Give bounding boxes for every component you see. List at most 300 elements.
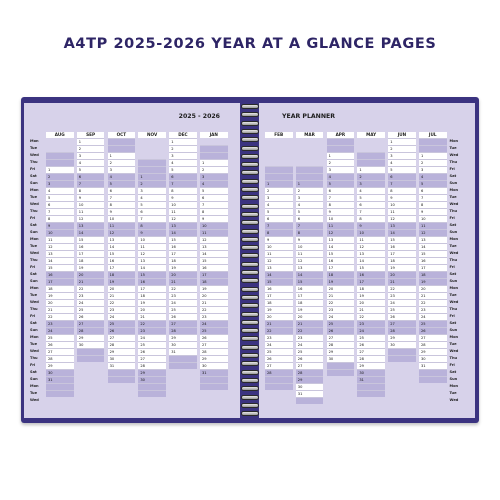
day-cell[interactable]	[327, 397, 355, 404]
day-cell[interactable]: 16	[327, 257, 355, 264]
day-cell[interactable]: 21	[77, 278, 105, 285]
day-cell[interactable]: 12	[200, 236, 228, 243]
day-cell[interactable]: 23	[46, 320, 74, 327]
day-cell[interactable]: 9	[138, 229, 166, 236]
day-cell[interactable]	[388, 362, 416, 369]
day-cell[interactable]: 7	[388, 180, 416, 187]
day-cell[interactable]: 4	[296, 201, 324, 208]
day-cell[interactable]	[46, 390, 74, 397]
day-cell[interactable]: 25	[327, 320, 355, 327]
day-cell[interactable]: 27	[138, 355, 166, 362]
day-cell[interactable]: 12	[296, 257, 324, 264]
day-cell[interactable]: 9	[419, 208, 447, 215]
day-cell[interactable]: 29	[138, 369, 166, 376]
day-cell[interactable]: 3	[357, 180, 385, 187]
day-cell[interactable]: 11	[108, 222, 136, 229]
day-cell[interactable]: 2	[200, 166, 228, 173]
day-cell[interactable]	[169, 362, 197, 369]
day-cell[interactable]: 30	[419, 355, 447, 362]
day-cell[interactable]	[419, 145, 447, 152]
day-cell[interactable]: 14	[169, 229, 197, 236]
day-cell[interactable]: 18	[388, 257, 416, 264]
day-cell[interactable]	[138, 383, 166, 390]
day-cell[interactable]: 6	[388, 173, 416, 180]
day-cell[interactable]: 31	[419, 362, 447, 369]
day-cell[interactable]: 15	[357, 264, 385, 271]
day-cell[interactable]: 3	[46, 180, 74, 187]
day-cell[interactable]: 8	[419, 201, 447, 208]
day-cell[interactable]	[265, 145, 293, 152]
day-cell[interactable]: 19	[138, 299, 166, 306]
day-cell[interactable]	[388, 348, 416, 355]
day-cell[interactable]: 8	[388, 187, 416, 194]
day-cell[interactable]: 4	[200, 180, 228, 187]
day-cell[interactable]: 19	[77, 264, 105, 271]
day-cell[interactable]: 19	[169, 264, 197, 271]
day-cell[interactable]: 29	[419, 348, 447, 355]
day-cell[interactable]	[265, 397, 293, 404]
day-cell[interactable]: 1	[77, 138, 105, 145]
day-cell[interactable]: 20	[388, 271, 416, 278]
day-cell[interactable]: 12	[357, 243, 385, 250]
day-cell[interactable]	[419, 390, 447, 397]
day-cell[interactable]: 22	[138, 320, 166, 327]
day-cell[interactable]: 9	[108, 208, 136, 215]
day-cell[interactable]: 29	[169, 334, 197, 341]
day-cell[interactable]: 27	[200, 341, 228, 348]
day-cell[interactable]	[108, 397, 136, 404]
day-cell[interactable]: 14	[296, 271, 324, 278]
day-cell[interactable]: 14	[388, 229, 416, 236]
day-cell[interactable]	[169, 383, 197, 390]
day-cell[interactable]: 20	[296, 313, 324, 320]
day-cell[interactable]: 10	[138, 236, 166, 243]
day-cell[interactable]: 31	[357, 376, 385, 383]
day-cell[interactable]: 16	[296, 285, 324, 292]
day-cell[interactable]: 15	[200, 257, 228, 264]
day-cell[interactable]: 3	[138, 187, 166, 194]
day-cell[interactable]: 13	[46, 250, 74, 257]
day-cell[interactable]: 21	[296, 320, 324, 327]
day-cell[interactable]: 18	[138, 292, 166, 299]
day-cell[interactable]: 31	[200, 369, 228, 376]
day-cell[interactable]: 27	[419, 334, 447, 341]
day-cell[interactable]: 5	[357, 194, 385, 201]
day-cell[interactable]: 18	[265, 299, 293, 306]
day-cell[interactable]: 28	[108, 341, 136, 348]
day-cell[interactable]	[138, 145, 166, 152]
day-cell[interactable]: 2	[296, 187, 324, 194]
day-cell[interactable]: 17	[265, 292, 293, 299]
day-cell[interactable]: 10	[296, 243, 324, 250]
day-cell[interactable]: 29	[388, 334, 416, 341]
day-cell[interactable]: 4	[327, 173, 355, 180]
day-cell[interactable]: 22	[108, 299, 136, 306]
day-cell[interactable]: 17	[419, 264, 447, 271]
day-cell[interactable]: 23	[138, 327, 166, 334]
day-cell[interactable]: 3	[388, 152, 416, 159]
day-cell[interactable]: 18	[77, 257, 105, 264]
day-cell[interactable]: 9	[327, 208, 355, 215]
day-cell[interactable]: 7	[419, 194, 447, 201]
day-cell[interactable]: 4	[46, 187, 74, 194]
day-cell[interactable]	[327, 145, 355, 152]
day-cell[interactable]: 20	[357, 299, 385, 306]
day-cell[interactable]: 26	[357, 341, 385, 348]
day-cell[interactable]: 10	[419, 215, 447, 222]
day-cell[interactable]: 23	[265, 334, 293, 341]
day-cell[interactable]: 1	[169, 138, 197, 145]
day-cell[interactable]: 27	[108, 334, 136, 341]
day-cell[interactable]: 24	[357, 327, 385, 334]
day-cell[interactable]: 25	[200, 327, 228, 334]
day-cell[interactable]: 20	[200, 292, 228, 299]
day-cell[interactable]: 8	[296, 229, 324, 236]
day-cell[interactable]: 26	[108, 327, 136, 334]
day-cell[interactable]: 5	[108, 180, 136, 187]
day-cell[interactable]: 31	[296, 390, 324, 397]
day-cell[interactable]: 9	[46, 222, 74, 229]
day-cell[interactable]: 8	[46, 215, 74, 222]
day-cell[interactable]: 22	[169, 285, 197, 292]
day-cell[interactable]: 19	[296, 306, 324, 313]
day-cell[interactable]: 7	[77, 180, 105, 187]
day-cell[interactable]	[419, 138, 447, 145]
day-cell[interactable]: 10	[200, 222, 228, 229]
day-cell[interactable]	[265, 138, 293, 145]
day-cell[interactable]: 2	[388, 145, 416, 152]
day-cell[interactable]: 3	[419, 166, 447, 173]
day-cell[interactable]	[388, 397, 416, 404]
day-cell[interactable]: 26	[327, 327, 355, 334]
day-cell[interactable]: 18	[108, 271, 136, 278]
day-cell[interactable]: 24	[296, 341, 324, 348]
day-cell[interactable]: 16	[357, 271, 385, 278]
day-cell[interactable]: 26	[296, 355, 324, 362]
day-cell[interactable]	[200, 390, 228, 397]
day-cell[interactable]: 14	[327, 243, 355, 250]
day-cell[interactable]: 30	[388, 341, 416, 348]
day-cell[interactable]: 8	[265, 229, 293, 236]
day-cell[interactable]: 3	[200, 173, 228, 180]
day-cell[interactable]: 6	[296, 215, 324, 222]
day-cell[interactable]: 3	[77, 152, 105, 159]
day-cell[interactable]: 6	[138, 208, 166, 215]
day-cell[interactable]: 4	[265, 201, 293, 208]
day-cell[interactable]	[138, 159, 166, 166]
day-cell[interactable]: 25	[419, 320, 447, 327]
day-cell[interactable]: 24	[265, 341, 293, 348]
day-cell[interactable]: 29	[77, 334, 105, 341]
day-cell[interactable]: 15	[388, 236, 416, 243]
day-cell[interactable]	[77, 355, 105, 362]
day-cell[interactable]: 22	[419, 299, 447, 306]
day-cell[interactable]: 27	[77, 320, 105, 327]
day-cell[interactable]: 15	[169, 236, 197, 243]
day-cell[interactable]: 6	[108, 187, 136, 194]
day-cell[interactable]: 30	[46, 369, 74, 376]
day-cell[interactable]	[138, 390, 166, 397]
day-cell[interactable]	[138, 397, 166, 404]
day-cell[interactable]: 25	[108, 320, 136, 327]
day-cell[interactable]: 25	[138, 341, 166, 348]
day-cell[interactable]	[296, 397, 324, 404]
day-cell[interactable]: 19	[419, 278, 447, 285]
day-cell[interactable]: 6	[169, 173, 197, 180]
day-cell[interactable]: 11	[296, 250, 324, 257]
day-cell[interactable]: 6	[77, 173, 105, 180]
day-cell[interactable]	[46, 152, 74, 159]
day-cell[interactable]: 17	[200, 271, 228, 278]
day-cell[interactable]: 10	[357, 229, 385, 236]
day-cell[interactable]: 15	[108, 250, 136, 257]
day-cell[interactable]: 14	[108, 243, 136, 250]
day-cell[interactable]: 28	[169, 327, 197, 334]
day-cell[interactable]: 20	[138, 306, 166, 313]
day-cell[interactable]: 8	[108, 201, 136, 208]
day-cell[interactable]	[388, 383, 416, 390]
day-cell[interactable]: 21	[108, 292, 136, 299]
day-cell[interactable]: 12	[265, 257, 293, 264]
day-cell[interactable]: 3	[327, 166, 355, 173]
day-cell[interactable]: 24	[200, 320, 228, 327]
day-cell[interactable]: 26	[419, 327, 447, 334]
day-cell[interactable]: 6	[200, 194, 228, 201]
day-cell[interactable]: 29	[46, 362, 74, 369]
day-cell[interactable]: 20	[46, 299, 74, 306]
day-cell[interactable]: 11	[138, 243, 166, 250]
day-cell[interactable]: 4	[419, 173, 447, 180]
day-cell[interactable]	[388, 376, 416, 383]
day-cell[interactable]: 3	[108, 166, 136, 173]
day-cell[interactable]	[169, 355, 197, 362]
day-cell[interactable]: 26	[388, 313, 416, 320]
day-cell[interactable]: 22	[327, 299, 355, 306]
day-cell[interactable]: 17	[388, 250, 416, 257]
day-cell[interactable]: 15	[46, 264, 74, 271]
day-cell[interactable]: 10	[388, 201, 416, 208]
day-cell[interactable]: 2	[46, 173, 74, 180]
day-cell[interactable]: 19	[46, 292, 74, 299]
day-cell[interactable]: 12	[419, 229, 447, 236]
day-cell[interactable]: 23	[77, 292, 105, 299]
day-cell[interactable]: 15	[138, 271, 166, 278]
day-cell[interactable]: 28	[77, 327, 105, 334]
day-cell[interactable]	[388, 369, 416, 376]
day-cell[interactable]	[419, 369, 447, 376]
day-cell[interactable]: 7	[138, 215, 166, 222]
day-cell[interactable]	[357, 159, 385, 166]
day-cell[interactable]: 4	[77, 159, 105, 166]
day-cell[interactable]	[357, 138, 385, 145]
day-cell[interactable]: 17	[46, 278, 74, 285]
day-cell[interactable]	[327, 369, 355, 376]
day-cell[interactable]: 13	[138, 257, 166, 264]
day-cell[interactable]: 12	[108, 229, 136, 236]
day-cell[interactable]: 12	[169, 215, 197, 222]
day-cell[interactable]	[296, 138, 324, 145]
day-cell[interactable]	[327, 362, 355, 369]
day-cell[interactable]: 8	[138, 222, 166, 229]
day-cell[interactable]: 5	[169, 166, 197, 173]
day-cell[interactable]: 2	[108, 159, 136, 166]
day-cell[interactable]: 11	[46, 236, 74, 243]
day-cell[interactable]: 25	[169, 306, 197, 313]
day-cell[interactable]: 12	[327, 229, 355, 236]
day-cell[interactable]: 6	[327, 187, 355, 194]
day-cell[interactable]: 21	[327, 292, 355, 299]
day-cell[interactable]: 27	[265, 362, 293, 369]
day-cell[interactable]: 10	[77, 201, 105, 208]
day-cell[interactable]: 20	[169, 271, 197, 278]
day-cell[interactable]: 9	[77, 194, 105, 201]
day-cell[interactable]: 6	[419, 187, 447, 194]
day-cell[interactable]: 26	[77, 313, 105, 320]
day-cell[interactable]: 12	[388, 215, 416, 222]
day-cell[interactable]: 13	[265, 264, 293, 271]
day-cell[interactable]: 1	[108, 152, 136, 159]
day-cell[interactable]: 24	[419, 313, 447, 320]
day-cell[interactable]	[357, 152, 385, 159]
day-cell[interactable]	[200, 383, 228, 390]
day-cell[interactable]: 30	[296, 383, 324, 390]
day-cell[interactable]: 16	[138, 278, 166, 285]
day-cell[interactable]: 20	[265, 313, 293, 320]
day-cell[interactable]	[77, 369, 105, 376]
day-cell[interactable]: 6	[357, 201, 385, 208]
day-cell[interactable]: 9	[169, 194, 197, 201]
day-cell[interactable]: 8	[77, 187, 105, 194]
day-cell[interactable]	[77, 390, 105, 397]
day-cell[interactable]	[200, 152, 228, 159]
day-cell[interactable]: 3	[169, 152, 197, 159]
day-cell[interactable]: 5	[419, 180, 447, 187]
day-cell[interactable]: 17	[108, 264, 136, 271]
day-cell[interactable]: 13	[169, 222, 197, 229]
day-cell[interactable]: 2	[169, 145, 197, 152]
day-cell[interactable]: 14	[77, 229, 105, 236]
day-cell[interactable]	[357, 397, 385, 404]
day-cell[interactable]: 28	[419, 341, 447, 348]
day-cell[interactable]: 22	[388, 285, 416, 292]
day-cell[interactable]	[388, 355, 416, 362]
day-cell[interactable]: 23	[296, 334, 324, 341]
day-cell[interactable]: 23	[200, 313, 228, 320]
day-cell[interactable]	[200, 138, 228, 145]
day-cell[interactable]	[46, 145, 74, 152]
day-cell[interactable]: 5	[327, 180, 355, 187]
day-cell[interactable]: 19	[265, 306, 293, 313]
day-cell[interactable]: 18	[296, 299, 324, 306]
day-cell[interactable]: 5	[265, 208, 293, 215]
day-cell[interactable]	[419, 397, 447, 404]
day-cell[interactable]	[77, 362, 105, 369]
day-cell[interactable]	[388, 390, 416, 397]
day-cell[interactable]	[138, 152, 166, 159]
day-cell[interactable]: 14	[200, 250, 228, 257]
day-cell[interactable]: 30	[108, 355, 136, 362]
day-cell[interactable]: 16	[200, 264, 228, 271]
day-cell[interactable]	[108, 376, 136, 383]
day-cell[interactable]: 18	[357, 285, 385, 292]
day-cell[interactable]: 14	[265, 271, 293, 278]
day-cell[interactable]: 16	[108, 257, 136, 264]
day-cell[interactable]	[169, 397, 197, 404]
day-cell[interactable]: 9	[200, 215, 228, 222]
day-cell[interactable]: 5	[200, 187, 228, 194]
day-cell[interactable]: 28	[388, 327, 416, 334]
day-cell[interactable]	[357, 390, 385, 397]
day-cell[interactable]	[327, 383, 355, 390]
day-cell[interactable]: 18	[169, 257, 197, 264]
day-cell[interactable]: 29	[200, 355, 228, 362]
day-cell[interactable]: 21	[46, 306, 74, 313]
day-cell[interactable]: 2	[419, 159, 447, 166]
day-cell[interactable]: 27	[296, 362, 324, 369]
day-cell[interactable]: 16	[77, 243, 105, 250]
day-cell[interactable]: 19	[388, 264, 416, 271]
day-cell[interactable]	[265, 173, 293, 180]
day-cell[interactable]	[108, 138, 136, 145]
day-cell[interactable]	[296, 159, 324, 166]
day-cell[interactable]: 13	[108, 236, 136, 243]
day-cell[interactable]: 4	[169, 159, 197, 166]
day-cell[interactable]: 27	[46, 348, 74, 355]
day-cell[interactable]: 27	[327, 334, 355, 341]
day-cell[interactable]: 17	[77, 250, 105, 257]
day-cell[interactable]: 17	[357, 278, 385, 285]
day-cell[interactable]: 6	[46, 201, 74, 208]
day-cell[interactable]: 16	[388, 243, 416, 250]
day-cell[interactable]: 4	[357, 187, 385, 194]
day-cell[interactable]: 10	[265, 243, 293, 250]
day-cell[interactable]	[108, 383, 136, 390]
day-cell[interactable]	[138, 138, 166, 145]
day-cell[interactable]	[169, 390, 197, 397]
day-cell[interactable]: 5	[77, 166, 105, 173]
day-cell[interactable]: 24	[138, 334, 166, 341]
day-cell[interactable]	[108, 145, 136, 152]
day-cell[interactable]	[296, 173, 324, 180]
day-cell[interactable]: 25	[357, 334, 385, 341]
day-cell[interactable]: 30	[357, 369, 385, 376]
day-cell[interactable]: 24	[108, 313, 136, 320]
day-cell[interactable]: 2	[357, 173, 385, 180]
day-cell[interactable]: 15	[419, 250, 447, 257]
day-cell[interactable]: 21	[169, 278, 197, 285]
day-cell[interactable]	[108, 390, 136, 397]
day-cell[interactable]: 14	[138, 264, 166, 271]
day-cell[interactable]: 9	[388, 194, 416, 201]
day-cell[interactable]: 22	[357, 313, 385, 320]
day-cell[interactable]: 16	[46, 271, 74, 278]
day-cell[interactable]: 26	[46, 341, 74, 348]
day-cell[interactable]: 5	[296, 208, 324, 215]
day-cell[interactable]: 1	[296, 180, 324, 187]
day-cell[interactable]	[296, 145, 324, 152]
day-cell[interactable]: 5	[388, 166, 416, 173]
day-cell[interactable]: 7	[296, 222, 324, 229]
day-cell[interactable]: 28	[200, 348, 228, 355]
day-cell[interactable]: 12	[46, 243, 74, 250]
day-cell[interactable]	[357, 145, 385, 152]
day-cell[interactable]: 18	[200, 278, 228, 285]
day-cell[interactable]: 26	[138, 348, 166, 355]
day-cell[interactable]	[327, 376, 355, 383]
day-cell[interactable]: 29	[327, 348, 355, 355]
day-cell[interactable]: 25	[77, 306, 105, 313]
day-cell[interactable]: 7	[327, 194, 355, 201]
